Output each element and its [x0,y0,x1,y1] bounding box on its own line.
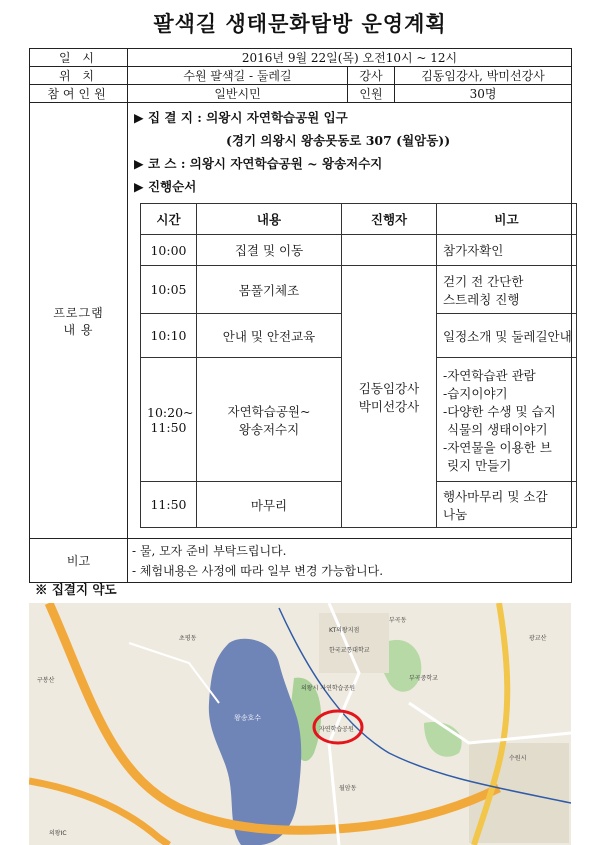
place-label: 의왕시 자연학습공원 [301,685,356,692]
schedule-notes [437,314,577,358]
schedule-content [197,266,342,314]
schedule-note-line: 일정소개 및 둘레길안내 [443,328,572,344]
schedule-time [141,482,197,528]
date-label: 일 시 [30,49,128,67]
header-time: 시간 [141,204,197,235]
target-label: 자연학습공원 [319,726,354,733]
count-value: 30명 [395,85,572,103]
schedule-note-line: 나눔 [443,506,468,522]
course: ▶ 코 스 : 의왕시 자연학습공원 ~ 왕송저수지 [134,156,383,171]
place-label: 월암동 [339,785,357,792]
schedule-note-line: -자연학습관 관람 [443,367,536,383]
header-presenter: 진행자 [342,204,437,235]
schedule-time-line: 11:50 [150,497,187,512]
place-label: 부곡중학교 [409,675,438,682]
remark-line: - 체험내용은 사정에 따라 일부 변경 가능합니다. [132,564,384,578]
location-map [29,603,571,845]
schedule-time-line: 10:00 [150,242,187,258]
schedule-content-line: 자연학습공원~ [227,403,311,419]
schedule-presenter-empty [342,235,437,266]
date-value: 2016년 9월 22일(목) 오전10시 ~ 12시 [128,49,572,67]
schedule-presenter [342,266,437,528]
schedule-time [141,266,197,314]
schedule-note-line: -다양한 수생 및 습지 [443,403,556,419]
remark-line: - 물, 모자 준비 부탁드립니다. [132,544,287,558]
remarks-content [128,539,572,583]
schedule-notes [437,235,577,266]
program-label [30,103,128,539]
map-drawing [29,603,571,845]
place-label: 광교산 [529,635,547,642]
meeting-address: (경기 의왕시 왕송못동로 307 (월암동)) [226,133,451,148]
place-label: 한국교통대학교 [329,647,370,654]
location-label: 위 치 [30,67,128,85]
schedule-body [141,235,577,528]
schedule-note-line: 걷기 전 간단한 [443,273,524,289]
count-label: 인원 [348,85,395,103]
order-title: ▶ 진행순서 [134,179,197,194]
schedule-note-line: 행사마무리 및 소감 [443,488,548,504]
schedule-note-line: -습지이야기 [443,385,508,401]
schedule-time-line: 10:10 [150,328,187,343]
schedule-time-line: 10:05 [150,282,187,297]
schedule-note-line: -자연물을 이용한 브 [443,439,552,455]
program-label-line2: 내 용 [63,322,94,337]
place-label: 초평동 [179,635,197,642]
schedule-note-line: 릿지 만들기 [443,457,512,473]
schedule-note-line: 스트레칭 진행 [443,291,520,307]
instructor-value: 김동임강사, 박미선강사 [395,67,572,85]
place-label: 수원시 [509,755,527,762]
participants-label: 참여인원 [30,85,128,103]
program-content [128,103,572,539]
schedule-note-line: 참가자확인 [443,243,504,258]
schedule-time [141,314,197,358]
lake-label: 왕송호수 [234,714,262,722]
schedule-content-line: 집결 및 이동 [234,243,304,258]
schedule-note-line: 식물의 생태이야기 [443,421,548,437]
schedule-content-line: 안내 및 안전교육 [222,328,316,344]
schedule-notes [437,266,577,314]
schedule-time [141,235,197,266]
schedule-table [140,203,577,528]
schedule-row [141,266,577,314]
schedule-content [197,358,342,482]
place-label: 부곡동 [389,617,407,624]
schedule-notes [437,358,577,482]
place-label: 의왕IC [49,830,67,837]
schedule-time-line: 11:50 [150,419,187,435]
schedule-time [141,358,197,482]
header-notes: 비고 [437,204,577,235]
schedule-row [141,235,577,266]
schedule-time-line: 10:20~ [147,404,194,420]
header-content: 내용 [197,204,342,235]
program-label-line1: 프로그램 [53,305,104,320]
schedule-content [197,314,342,358]
schedule-content-line: 마무리 [250,497,288,513]
map-title: ※ 집결지 약도 [35,582,117,597]
page-title: 팔색길 생태문화탐방 운영계획 [153,11,447,36]
instructor-label: 강사 [348,67,395,85]
plan-table [29,48,572,583]
participants-value: 일반시민 [128,85,348,103]
place-label: KT의왕지점 [329,627,360,634]
schedule-content-line: 왕송저수지 [238,421,300,437]
location-value: 수원 팔색길 - 둘레길 [128,67,348,85]
presenter-line: 김동임강사 [358,380,420,396]
schedule-content [197,482,342,528]
remarks-label: 비고 [30,539,128,583]
schedule-content [197,235,342,266]
schedule-content-line: 몸풀기체조 [238,282,300,298]
meeting-point: ▶ 집 결 지 : 의왕시 자연학습공원 입구 [134,110,348,125]
place-label: 구봉산 [37,677,55,684]
presenter-line: 박미선강사 [358,398,420,414]
schedule-notes [437,482,577,528]
